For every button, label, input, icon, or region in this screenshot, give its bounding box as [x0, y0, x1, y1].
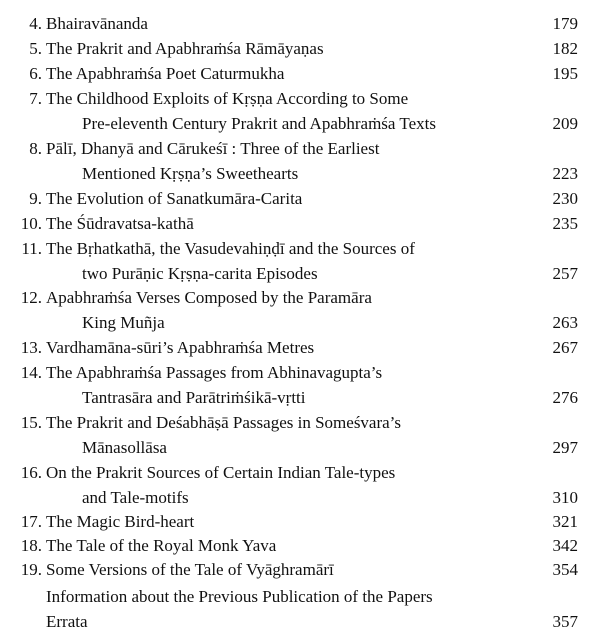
entry-title: Bhairavānanda	[46, 14, 148, 33]
toc-entry-8	[0, 137, 600, 161]
toc-entry-11-cont	[0, 262, 600, 286]
toc-entry-17	[0, 510, 600, 534]
entry-title: The Bṛhatkathā, the Vasudevahiṇḍī and the Sources of	[46, 239, 415, 258]
toc-appendix-errata	[0, 610, 600, 634]
toc-entry-15-cont	[0, 436, 600, 460]
entry-page: 263	[552, 313, 578, 332]
toc-entry-6	[0, 62, 600, 86]
entry-number: 5.	[29, 39, 42, 58]
entry-number: 4.	[29, 14, 42, 33]
toc-entry-7-cont	[0, 112, 600, 136]
entry-title: Some Versions of the Tale of Vyāghramārī	[46, 560, 334, 579]
entry-title-continued: King Muñja	[82, 313, 165, 332]
entry-title-continued: Tantrasāra and Parātriṁśikā-vṛtti	[82, 388, 306, 407]
toc-entry-16	[0, 461, 600, 485]
entry-number: 16.	[20, 463, 42, 482]
entry-title-continued: Mānasollāsa	[82, 438, 167, 457]
entry-page: 297	[552, 438, 578, 457]
toc-entry-5	[0, 37, 600, 61]
errata-title: Errata	[46, 612, 88, 631]
entry-page: 357	[552, 612, 578, 631]
toc-entry-12-cont	[0, 311, 600, 335]
entry-page: 195	[552, 64, 578, 83]
entry-title: The Śūdravatsa-kathā	[46, 214, 194, 233]
entry-page: 223	[552, 164, 578, 183]
entry-page: 209	[552, 114, 578, 133]
entry-number: 7.	[29, 89, 42, 108]
toc-entry-19	[0, 558, 600, 582]
toc-entry-15	[0, 411, 600, 435]
entry-page: 257	[552, 264, 578, 283]
entry-title: The Apabhraṁśa Passages from Abhinavagupta’s	[46, 363, 383, 382]
toc-appendix-info	[0, 585, 600, 609]
toc-entry-7	[0, 87, 600, 111]
toc-entry-14	[0, 361, 600, 385]
entry-title: Apabhraṁśa Verses Composed by the Paramāra	[46, 288, 372, 307]
toc-entry-16-cont	[0, 486, 600, 510]
toc-entry-10	[0, 212, 600, 236]
entry-number: 15.	[20, 413, 42, 432]
toc-entry-18	[0, 534, 600, 558]
toc-entry-11	[0, 237, 600, 261]
entry-title: The Magic Bird-heart	[46, 512, 195, 531]
entry-title: The Prakrit and Apabhraṁśa Rāmāyaṇas	[46, 39, 324, 58]
toc-entry-9	[0, 187, 600, 211]
entry-number: 12.	[20, 288, 42, 307]
entry-title: The Evolution of Sanatkumāra-Carita	[46, 189, 303, 208]
entry-number: 14.	[20, 363, 42, 382]
entry-page: 182	[552, 39, 578, 58]
entry-page: 267	[552, 338, 578, 357]
entry-title-continued: and Tale-motifs	[82, 488, 189, 507]
entry-title: The Apabhraṁśa Poet Caturmukha	[46, 64, 285, 83]
entry-number: 11.	[21, 239, 42, 258]
entry-page: 310	[552, 488, 578, 507]
entry-title-continued: Pre-eleventh Century Prakrit and Apabhraṁśa Texts	[82, 114, 436, 133]
toc-entry-13	[0, 336, 600, 360]
entry-number: 6.	[29, 64, 42, 83]
entry-page: 235	[552, 214, 578, 233]
entry-number: 8.	[29, 139, 42, 158]
entry-title: Vardhamāna-sūri’s Apabhraṁśa Metres	[46, 338, 315, 357]
entry-page: 342	[552, 536, 578, 555]
entry-number: 10.	[20, 214, 42, 233]
entry-page: 276	[552, 388, 578, 407]
entry-title-continued: two Purāṇic Kṛṣṇa-carita Episodes	[82, 264, 318, 283]
toc-entry-4	[0, 12, 600, 36]
entry-title: On the Prakrit Sources of Certain Indian Tale-types	[46, 463, 396, 482]
entry-page: 354	[552, 560, 578, 579]
entry-number: 13.	[20, 338, 42, 357]
entry-number: 18.	[20, 536, 42, 555]
entry-number: 9.	[29, 189, 42, 208]
entry-page: 321	[552, 512, 578, 531]
entry-title: The Prakrit and Deśabhāṣā Passages in Someśvara’s	[46, 413, 402, 432]
entry-title: The Tale of the Royal Monk Yava	[46, 536, 277, 555]
entry-number: 19.	[20, 560, 42, 579]
entry-title-continued: Mentioned Kṛṣṇa’s Sweethearts	[82, 164, 299, 183]
entry-page: 179	[552, 14, 578, 33]
toc-entry-8-cont	[0, 162, 600, 186]
entry-page: 230	[552, 189, 578, 208]
entry-title: The Childhood Exploits of Kṛṣṇa According to Some	[46, 89, 409, 108]
entry-number: 17.	[20, 512, 42, 531]
toc-entry-12	[0, 286, 600, 310]
entry-title: Pālī, Dhanyā and Cārukeśī : Three of the Earliest	[46, 139, 380, 158]
toc-entry-14-cont	[0, 386, 600, 410]
appendix-title: Information about the Previous Publication of the Papers	[46, 587, 433, 606]
